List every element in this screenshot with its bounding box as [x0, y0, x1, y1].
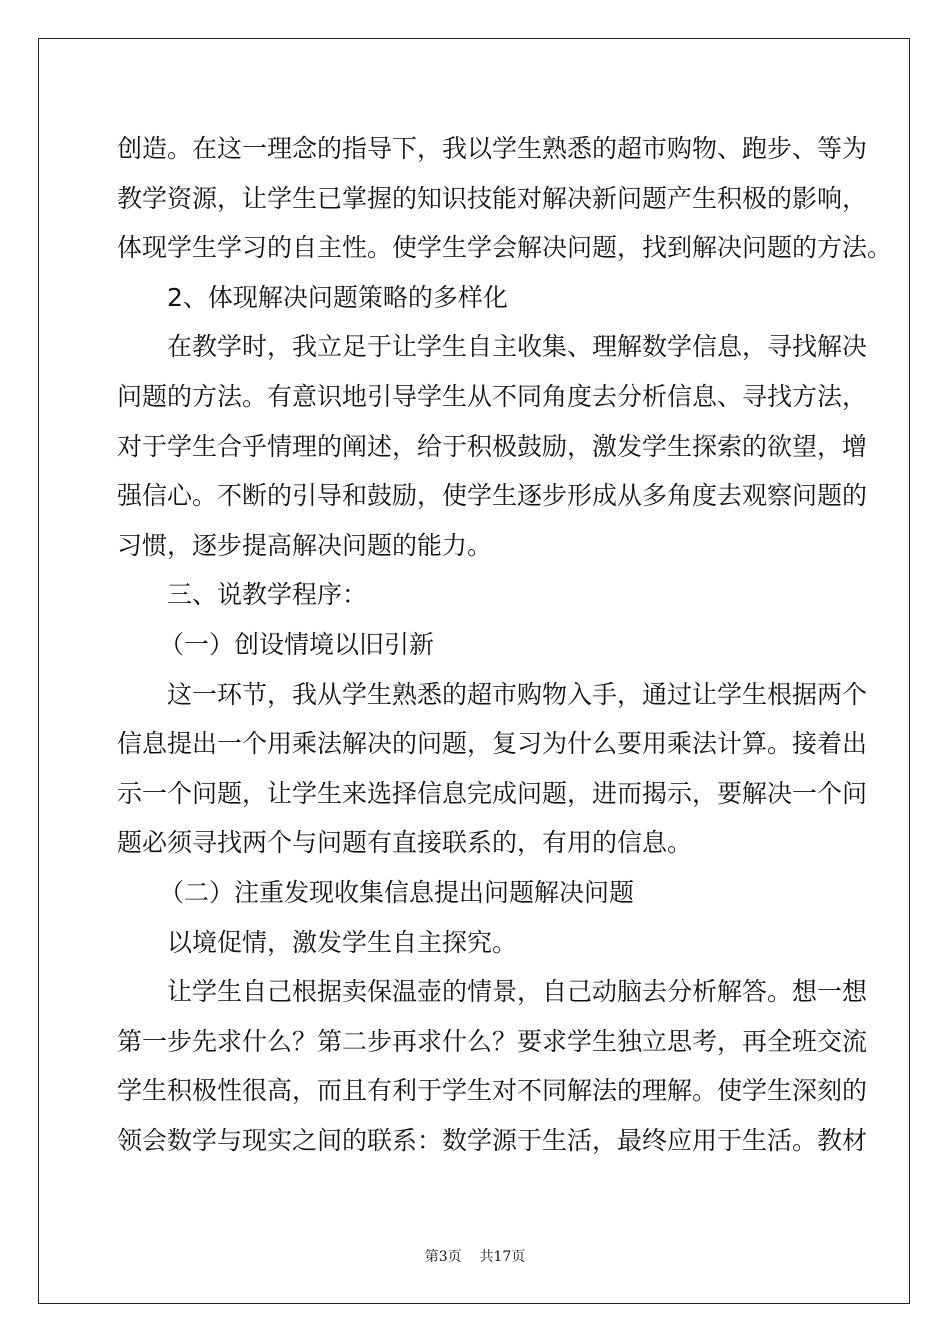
document-body — [117, 124, 893, 1165]
text-line: 以境促情，激发学生自主探究。 — [167, 927, 518, 957]
text-line: 教学资源，让学生已掌握的知识技能对解决新问题产生积极的影响， — [117, 183, 868, 213]
text-line: 信息提出一个用乘法解决的问题，复习为什么要用乘法计算。接着出 — [117, 729, 868, 759]
text-line: 强信心。不断的引导和鼓励，使学生逐步形成从多角度去观察问题的 — [117, 481, 868, 511]
text-line: 这一环节，我从学生熟悉的超市购物入手，通过让学生根据两个 — [167, 679, 868, 709]
text-line: 在教学时，我立足于让学生自主收集、理解数学信息，寻找解决 — [167, 332, 868, 362]
section-heading: 三、说教学程序： — [167, 580, 368, 610]
section-heading: 2、体现解决问题策略的多样化 — [167, 282, 508, 312]
text-line: 让学生自己根据卖保温壶的情景，自己动脑去分析解答。想一想 — [167, 977, 868, 1007]
text-line: 题必须寻找两个与问题有直接联系的，有用的信息。 — [117, 828, 693, 858]
subsection-heading: （一）创设情境以旧引新 — [159, 629, 435, 659]
text-line: 领会数学与现实之间的联系：数学源于生活，最终应用于生活。教材 — [117, 1125, 868, 1155]
page-footer: 第3页 共17页 — [424, 1249, 526, 1265]
text-line: 体现学生学习的自主性。使学生学会解决问题，找到解决问题的方法。 — [117, 233, 893, 263]
text-line: 创造。在这一理念的指导下，我以学生熟悉的超市购物、跑步、等为 — [117, 134, 868, 163]
text-line: 学生积极性很高，而且有利于学生对不同解法的理解。使学生深刻的 — [117, 1076, 868, 1106]
subsection-heading: （二）注重发现收集信息提出问题解决问题 — [159, 877, 635, 907]
text-line: 问题的方法。有意识地引导学生从不同角度去分析信息、寻找方法， — [117, 381, 868, 411]
text-line: 对于学生合乎情理的阐述，给于积极鼓励，激发学生探索的欲望，增 — [117, 431, 868, 461]
text-line: 第一步先求什么？第二步再求什么？要求学生独立思考，再全班交流 — [117, 1026, 868, 1056]
text-line: 习惯，逐步提高解决问题的能力。 — [117, 530, 493, 560]
text-line: 示一个问题，让学生来选择信息完成问题，进而揭示，要解决一个问 — [117, 778, 868, 808]
